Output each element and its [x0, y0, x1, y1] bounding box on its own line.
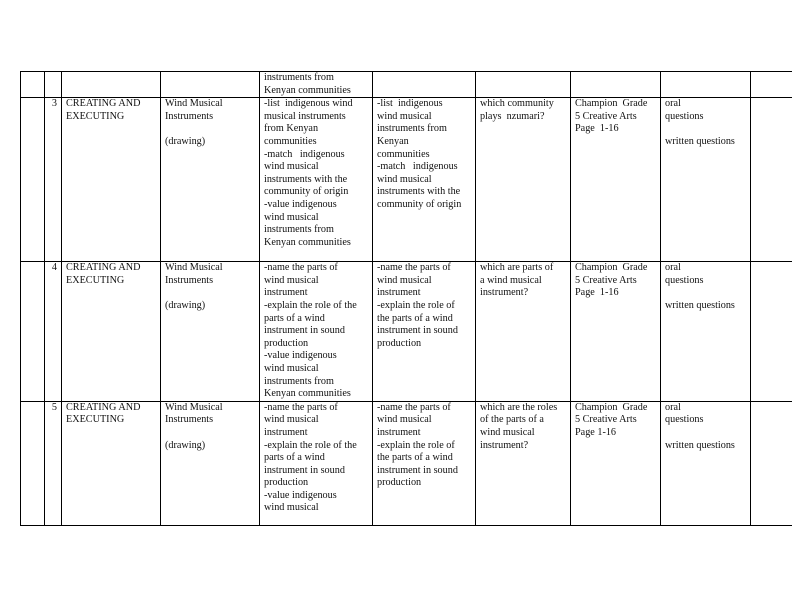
text-line: instrument?	[480, 287, 529, 299]
text-line: production	[377, 477, 422, 489]
text-line: instrument	[377, 426, 421, 438]
text-line: Instruments	[165, 110, 214, 122]
learning-experiences-cell	[373, 98, 476, 262]
text-line: -explain the role of the	[264, 299, 357, 311]
text-line: Page 1-16	[575, 287, 619, 299]
assessment-oral	[665, 98, 746, 123]
text-line: parts of a wind	[264, 452, 325, 464]
inquiry-question-cell	[476, 98, 571, 262]
assessment-cell	[661, 262, 751, 402]
text-line: the parts of a wind	[377, 312, 453, 324]
scheme-of-work-table	[20, 71, 792, 526]
table-row-continued	[21, 72, 792, 98]
text-line: Wind Musical	[165, 262, 223, 274]
text-line: EXECUTING	[66, 110, 125, 122]
text-line: wind musical	[377, 110, 432, 122]
text-line: community of origin	[377, 198, 462, 210]
substrand-cell	[161, 401, 260, 525]
text-line: wind musical	[264, 502, 319, 514]
resources-cell	[571, 98, 661, 262]
text-line: Wind Musical	[165, 401, 223, 413]
text-line: -name the parts of	[377, 401, 451, 413]
text-line: wind musical	[377, 173, 432, 185]
text-line: instrument?	[480, 439, 529, 451]
text-line: wind musical	[264, 362, 319, 374]
text-line: -name the parts of	[377, 262, 451, 274]
substrand-title	[165, 98, 255, 123]
text-line: Kenyan	[377, 135, 409, 147]
text-line: CREATING AND	[66, 98, 141, 110]
text-line: instrument in sound	[377, 325, 458, 337]
inquiry-question-cell	[476, 401, 571, 525]
week-cell	[21, 72, 45, 98]
text-line: Instruments	[165, 414, 214, 426]
learning-experiences-cell	[373, 401, 476, 525]
text-line: -list indigenous wind	[264, 98, 353, 110]
text-line: a wind musical	[480, 274, 542, 286]
substrand-cell	[161, 262, 260, 402]
lesson-cell	[45, 72, 62, 98]
text-line: 5 Creative Arts	[575, 274, 637, 286]
strand-cell	[62, 72, 161, 98]
text-line: 5 Creative Arts	[575, 110, 637, 122]
text-line: Kenyan communities	[264, 388, 351, 400]
text-line: -value indigenous	[264, 489, 337, 501]
text-line: oral	[665, 401, 681, 413]
table-row	[21, 262, 792, 402]
text-line: -value indigenous	[264, 350, 337, 362]
text-line: instrument	[377, 287, 421, 299]
lesson-number: 4	[45, 262, 62, 402]
assessment-oral	[665, 262, 746, 287]
text-line: of the parts of a	[480, 414, 544, 426]
assessment-oral	[665, 402, 746, 427]
assessment-cell	[661, 72, 751, 98]
text-line: instrument	[264, 426, 308, 438]
lesson-number: 5	[45, 401, 62, 525]
learning-outcomes-cell	[260, 98, 373, 262]
text-line: production	[264, 477, 309, 489]
text-line: wind musical	[480, 426, 535, 438]
week-cell	[21, 401, 45, 525]
text-line: communities	[377, 148, 430, 160]
text-line: parts of a wind	[264, 312, 325, 324]
text-line: instrument in sound	[377, 464, 458, 476]
week-cell	[21, 262, 45, 402]
lesson-number: 3	[45, 98, 62, 262]
substrand-title	[165, 402, 255, 427]
text-line: instruments from	[264, 72, 334, 83]
strand-cell	[62, 98, 161, 262]
resources-cell	[571, 262, 661, 402]
text-line: oral	[665, 98, 681, 110]
text-line: Wind Musical	[165, 98, 223, 110]
table-row	[21, 98, 792, 262]
text-line: -match indigenous	[264, 148, 345, 160]
text-line: oral	[665, 262, 681, 274]
text-line: instrument	[264, 287, 308, 299]
text-line: Page 1-16	[575, 123, 619, 135]
remarks-cell	[751, 262, 792, 402]
text-line: instruments from	[264, 224, 334, 236]
assessment-written: written questions	[665, 439, 735, 451]
text-line: -list indigenous	[377, 98, 443, 110]
text-line: Page 1-16	[575, 426, 617, 438]
text-line: which community	[480, 98, 554, 110]
inquiry-question-cell	[476, 262, 571, 402]
table-row	[21, 401, 792, 525]
text-line: instruments from	[377, 123, 447, 135]
substrand-note: (drawing)	[165, 439, 206, 451]
strand-cell	[62, 401, 161, 525]
text-line: -value indigenous	[264, 198, 337, 210]
text-line: production	[377, 337, 422, 349]
text-line: -explain the role of the	[264, 439, 357, 451]
text-line: -name the parts of	[264, 401, 338, 413]
substrand-note: (drawing)	[165, 299, 206, 311]
text-line: plays nzumari?	[480, 110, 545, 122]
text-line: questions	[665, 274, 704, 286]
inquiry-question-cell	[476, 72, 571, 98]
substrand-title	[165, 262, 255, 287]
text-line: Champion Grade	[575, 401, 648, 413]
week-cell	[21, 98, 45, 262]
text-line: instrument in sound	[264, 325, 345, 337]
resources-cell	[571, 401, 661, 525]
text-line: -name the parts of	[264, 262, 338, 274]
text-line: wind musical	[377, 414, 432, 426]
text-line: CREATING AND	[66, 401, 141, 413]
text-line: musical instruments	[264, 110, 346, 122]
text-line: instruments from	[264, 375, 334, 387]
text-line: the parts of a wind	[377, 452, 453, 464]
strand-cell	[62, 262, 161, 402]
text-line: questions	[665, 414, 704, 426]
text-line: wind musical	[264, 161, 319, 173]
learning-experiences-cell	[373, 72, 476, 98]
text-line: which are the roles	[480, 401, 558, 413]
text-line: Instruments	[165, 274, 214, 286]
learning-outcomes-cell	[260, 262, 373, 402]
text-line: instruments with the	[377, 186, 461, 198]
assessment-cell	[661, 98, 751, 262]
resources-cell	[571, 72, 661, 98]
text-line: CREATING AND	[66, 262, 141, 274]
substrand-note: (drawing)	[165, 135, 206, 147]
learning-outcomes-cell	[260, 401, 373, 525]
remarks-cell	[751, 98, 792, 262]
text-line: Kenyan communities	[264, 236, 351, 248]
assessment-written: written questions	[665, 135, 735, 147]
substrand-cell	[161, 98, 260, 262]
text-line: -explain the role of	[377, 439, 455, 451]
text-line: instruments with the	[264, 173, 348, 185]
assessment-cell	[661, 401, 751, 525]
text-line: Champion Grade	[575, 98, 648, 110]
text-line: EXECUTING	[66, 274, 125, 286]
text-line: communities	[264, 135, 317, 147]
text-line: -explain the role of	[377, 299, 455, 311]
text-line: EXECUTING	[66, 414, 125, 426]
text-line: questions	[665, 110, 704, 122]
learning-experiences-cell	[373, 262, 476, 402]
text-line: from Kenyan	[264, 123, 319, 135]
text-line: Champion Grade	[575, 262, 648, 274]
text-line: Kenyan communities	[264, 84, 351, 96]
text-line: wind musical	[264, 414, 319, 426]
text-line: -match indigenous	[377, 161, 458, 173]
substrand-cell	[161, 72, 260, 98]
text-line: production	[264, 337, 309, 349]
text-line: 5 Creative Arts	[575, 414, 637, 426]
text-line: wind musical	[377, 274, 432, 286]
table-body	[21, 72, 792, 526]
text-line: community of origin	[264, 186, 349, 198]
remarks-cell	[751, 72, 792, 98]
remarks-cell	[751, 401, 792, 525]
text-line: which are parts of	[480, 262, 554, 274]
text-line: instrument in sound	[264, 464, 345, 476]
assessment-written: written questions	[665, 299, 735, 311]
text-line: wind musical	[264, 274, 319, 286]
text-line: wind musical	[264, 211, 319, 223]
learning-outcomes-cell	[260, 72, 373, 98]
